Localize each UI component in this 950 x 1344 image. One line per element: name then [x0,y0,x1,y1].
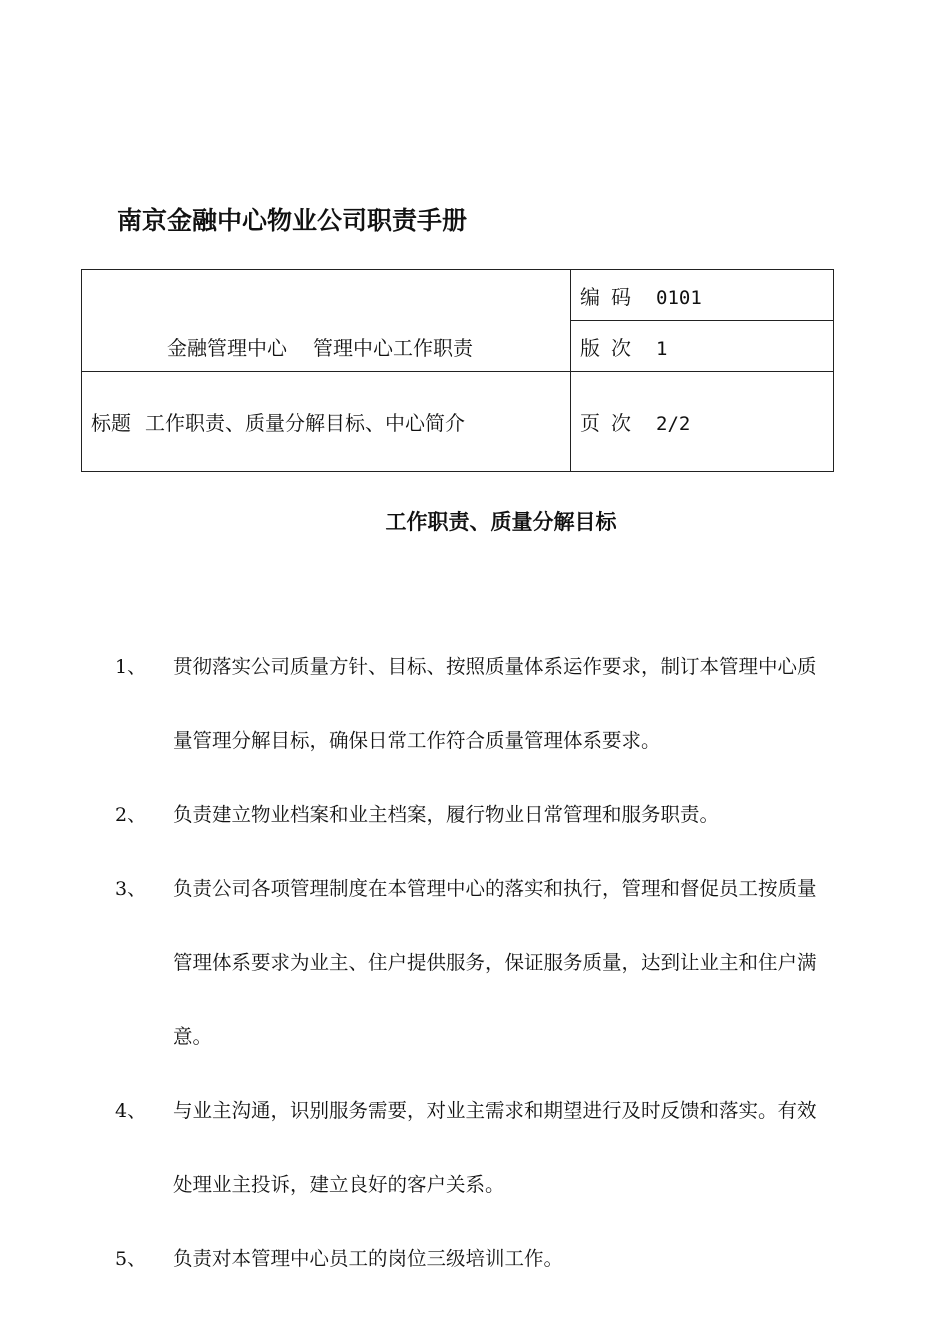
item-number: 2、 [115,804,147,826]
document-name: 管理中心工作职责 [313,336,473,360]
item-text: 负责公司各项管理制度在本管理中心的落实和执行，管理和督促员工按质量管理体系要求为业主、住户提供服务，保证服务质量，达到让业主和住户满意。 [173,877,817,1048]
subject-value: 工作职责、质量分解目标、中心简介 [145,410,465,435]
list-item [115,630,835,778]
item-number: 3、 [115,878,147,900]
duty-list [115,630,835,1296]
page-cell [571,372,834,472]
page-value: 2/2 [656,413,691,435]
code-label: 编码 [580,284,642,309]
page-label: 页次 [580,411,642,435]
code-cell [571,270,834,321]
department-cell [82,270,571,372]
document-title: 南京金融中心物业公司职责手册 [117,206,468,235]
version-value: 1 [656,337,668,360]
version-cell [571,321,834,372]
department-name: 金融管理中心 [167,336,287,360]
version-label: 版次 [580,335,642,360]
code-value: 0101 [656,286,702,309]
subject-label: 标题 [91,410,131,435]
item-text: 负责建立物业档案和业主档案，履行物业日常管理和服务职责。 [173,803,720,826]
document-header-table [81,269,834,472]
section-title: 工作职责、质量分解目标 [385,510,617,534]
list-item [115,852,835,1074]
item-number: 5、 [115,1248,147,1270]
list-item [115,778,835,852]
list-item [115,1222,835,1296]
item-text: 负责对本管理中心员工的岗位三级培训工作。 [173,1247,564,1270]
subject-cell [82,372,571,472]
item-text: 与业主沟通，识别服务需要，对业主需求和期望进行及时反馈和落实。有效处理业主投诉，建立良好的客户关系。 [173,1099,817,1196]
list-item [115,1074,835,1222]
item-number: 1、 [115,656,147,678]
item-number: 4、 [115,1100,147,1122]
item-text: 贯彻落实公司质量方针、目标、按照质量体系运作要求，制订本管理中心质量管理分解目标，确保日常工作符合质量管理体系要求。 [173,655,817,752]
